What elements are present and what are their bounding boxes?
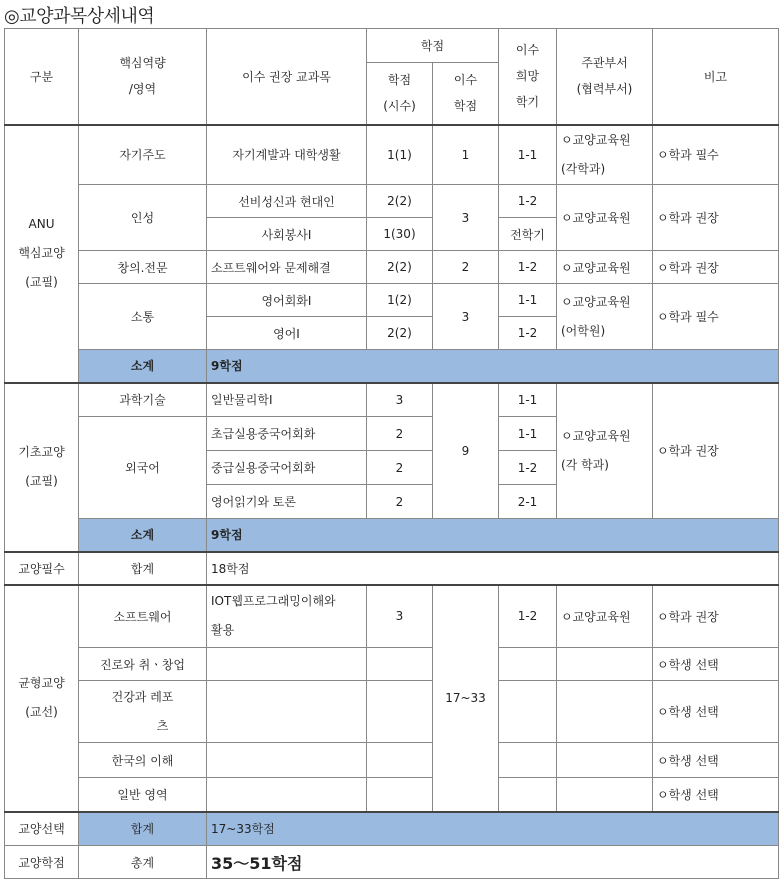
semester-cell: 1-2: [499, 317, 557, 350]
area-cell: 한국의 이해: [79, 743, 207, 778]
header-semester: 이수 희망 학기: [499, 29, 557, 125]
table-row: [5, 648, 779, 681]
header-row-1: [5, 29, 779, 63]
total-label: 합계: [79, 812, 207, 846]
grand-total-value: 35～51학점: [207, 846, 779, 879]
division-balanced: 균형교양 (교선): [5, 585, 79, 812]
semester-cell: 1-1: [499, 383, 557, 417]
subtotal-label: 소계: [79, 350, 207, 383]
semester-cell: 2-1: [499, 485, 557, 519]
grand-total-label: 총계: [79, 846, 207, 879]
semester-cell: 1-2: [499, 451, 557, 485]
total-value: 17~33학점: [207, 812, 779, 846]
header-note: 비고: [653, 29, 779, 125]
table-row: [5, 585, 779, 648]
credit-cell: 2: [367, 451, 433, 485]
semester-cell: [499, 648, 557, 681]
note-cell: ㅇ학과 권장: [653, 251, 779, 284]
division-basic: 기초교양 (교필): [5, 383, 79, 552]
credit-cell: [367, 778, 433, 812]
table-row: [5, 812, 779, 846]
credit-cell: 3: [367, 585, 433, 648]
division-required: 교양필수: [5, 552, 79, 585]
table-row: [5, 185, 779, 218]
semester-cell: 전학기: [499, 218, 557, 251]
dept-cell: [557, 743, 653, 778]
course-cell: 선비성신과 현대인: [207, 185, 367, 218]
header-dept: 주관부서 (협력부서): [557, 29, 653, 125]
completion-cell: 3: [433, 185, 499, 251]
credit-cell: [367, 648, 433, 681]
area-cell: 소통: [79, 284, 207, 350]
dept-cell: ㅇ교양교육원: [557, 251, 653, 284]
completion-cell: 1: [433, 125, 499, 185]
division-elective: 교양선택: [5, 812, 79, 846]
subtotal-value: 9학점: [207, 519, 779, 552]
semester-cell: 1-2: [499, 251, 557, 284]
completion-cell: 2: [433, 251, 499, 284]
completion-cell: 17~33: [433, 585, 499, 812]
table-row: [5, 846, 779, 879]
course-cell: 영어Ⅰ: [207, 317, 367, 350]
note-cell: ㅇ학과 필수: [653, 284, 779, 350]
table-row: [5, 383, 779, 417]
area-cell: 과학기술: [79, 383, 207, 417]
credit-cell: 1(1): [367, 125, 433, 185]
header-completion: 이수 학점: [433, 63, 499, 125]
semester-cell: [499, 743, 557, 778]
page-title: ◎교양과목상세내역: [4, 6, 155, 27]
header-credit: 학점 (시수): [367, 63, 433, 125]
total-value: 18학점: [207, 552, 779, 585]
credit-cell: 2(2): [367, 317, 433, 350]
completion-cell: 3: [433, 284, 499, 350]
course-cell: [207, 778, 367, 812]
header-credit-group: 학점: [367, 29, 499, 63]
course-cell: 일반물리학Ⅰ: [207, 383, 367, 417]
dept-cell: ㅇ교양교육원: [557, 585, 653, 648]
area-cell: 건강과 레포 츠: [79, 681, 207, 743]
semester-cell: [499, 681, 557, 743]
division-total: 교양학점: [5, 846, 79, 879]
table-row: [5, 778, 779, 812]
credit-cell: 2: [367, 417, 433, 451]
header-competency: 핵심역량 /영역: [79, 29, 207, 125]
table-row: [5, 681, 779, 743]
course-cell: 영어회화Ⅰ: [207, 284, 367, 317]
semester-cell: 1-1: [499, 284, 557, 317]
total-label: 합계: [79, 552, 207, 585]
course-table: [4, 28, 779, 879]
course-cell: 사회봉사Ⅰ: [207, 218, 367, 251]
area-cell: 일반 영역: [79, 778, 207, 812]
semester-cell: 1-2: [499, 585, 557, 648]
credit-cell: 1(2): [367, 284, 433, 317]
area-cell: 소프트웨어: [79, 585, 207, 648]
table-row: [5, 284, 779, 317]
dept-cell: ㅇ교양교육원 (각 학과): [557, 383, 653, 519]
subtotal-row: [5, 519, 779, 552]
credit-cell: 1(30): [367, 218, 433, 251]
table-row: [5, 251, 779, 284]
credit-cell: 3: [367, 383, 433, 417]
note-cell: ㅇ학생 선택: [653, 681, 779, 743]
course-cell: [207, 681, 367, 743]
note-cell: ㅇ학생 선택: [653, 743, 779, 778]
credit-cell: [367, 681, 433, 743]
area-cell: 창의.전문: [79, 251, 207, 284]
course-cell: [207, 743, 367, 778]
table-row: [5, 743, 779, 778]
dept-cell: [557, 778, 653, 812]
course-cell: 초급실용중국어회화: [207, 417, 367, 451]
credit-cell: 2(2): [367, 251, 433, 284]
course-cell: IOT웹프로그래밍이해와 활용: [207, 585, 367, 648]
course-cell: [207, 648, 367, 681]
subtotal-row: [5, 350, 779, 383]
subtotal-label: 소계: [79, 519, 207, 552]
table-row: [5, 125, 779, 185]
area-cell: 외국어: [79, 417, 207, 519]
semester-cell: 1-1: [499, 125, 557, 185]
semester-cell: 1-1: [499, 417, 557, 451]
area-cell: 자기주도: [79, 125, 207, 185]
credit-cell: [367, 743, 433, 778]
dept-cell: ㅇ교양교육원 (어학원): [557, 284, 653, 350]
dept-cell: ㅇ교양교육원 (각학과): [557, 125, 653, 185]
note-cell: ㅇ학생 선택: [653, 778, 779, 812]
credit-cell: 2: [367, 485, 433, 519]
note-cell: ㅇ학과 권장: [653, 383, 779, 519]
area-cell: 진로와 취ㆍ창업: [79, 648, 207, 681]
note-cell: ㅇ학과 필수: [653, 125, 779, 185]
area-cell: 인성: [79, 185, 207, 251]
table-row: [5, 552, 779, 585]
completion-cell: 9: [433, 383, 499, 519]
course-cell: 자기계발과 대학생활: [207, 125, 367, 185]
dept-cell: [557, 681, 653, 743]
division-anu: ANU 핵심교양 (교필): [5, 125, 79, 383]
header-course: 이수 권장 교과목: [207, 29, 367, 125]
header-division: 구분: [5, 29, 79, 125]
subtotal-value: 9학점: [207, 350, 779, 383]
note-cell: ㅇ학과 권장: [653, 585, 779, 648]
note-cell: ㅇ학생 선택: [653, 648, 779, 681]
semester-cell: [499, 778, 557, 812]
course-cell: 중급실용중국어회화: [207, 451, 367, 485]
dept-cell: [557, 648, 653, 681]
course-cell: 소프트웨어와 문제해결: [207, 251, 367, 284]
course-cell: 영어읽기와 토론: [207, 485, 367, 519]
semester-cell: 1-2: [499, 185, 557, 218]
credit-cell: 2(2): [367, 185, 433, 218]
dept-cell: ㅇ교양교육원: [557, 185, 653, 251]
note-cell: ㅇ학과 권장: [653, 185, 779, 251]
